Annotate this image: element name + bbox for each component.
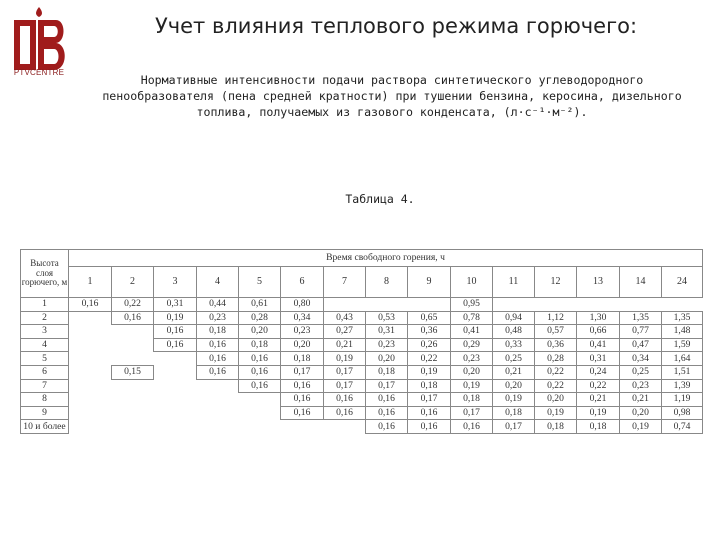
layer-height-cell: 5 bbox=[21, 352, 69, 366]
intensity-cell: 0,19 bbox=[535, 406, 577, 420]
hour-header: 7 bbox=[324, 267, 366, 298]
intensity-cell: 0,98 bbox=[662, 406, 703, 420]
intensity-cell: 0,19 bbox=[577, 406, 620, 420]
intensity-cell: 0,24 bbox=[577, 365, 620, 379]
table-row bbox=[21, 352, 703, 366]
intensity-cell: 0,18 bbox=[197, 325, 239, 339]
table-caption: Таблица 4. bbox=[345, 192, 415, 206]
intensity-cell bbox=[154, 365, 197, 379]
hour-header: 14 bbox=[620, 267, 662, 298]
table-body bbox=[21, 298, 703, 434]
intensity-cell: 0,19 bbox=[451, 379, 493, 393]
intensity-cell: 0,16 bbox=[154, 338, 197, 352]
intensity-cell bbox=[197, 393, 239, 407]
intensity-cell: 0,95 bbox=[451, 298, 493, 312]
intensity-cell: 0,77 bbox=[620, 325, 662, 339]
intensity-cell: 0,57 bbox=[535, 325, 577, 339]
intensity-cell: 1,12 bbox=[535, 311, 577, 325]
hour-header: 11 bbox=[493, 267, 535, 298]
intensity-cell: 0,16 bbox=[324, 393, 366, 407]
intensity-cell: 0,17 bbox=[408, 393, 451, 407]
table-row bbox=[21, 298, 703, 312]
intensity-cell: 1,19 bbox=[662, 393, 703, 407]
intensity-cell: 0,31 bbox=[366, 325, 408, 339]
hour-header: 6 bbox=[281, 267, 324, 298]
intensity-cell: 0,16 bbox=[154, 325, 197, 339]
intensity-cell bbox=[620, 298, 662, 312]
intensity-cell: 1,48 bbox=[662, 325, 703, 339]
intensity-cell: 1,59 bbox=[662, 338, 703, 352]
layer-height-cell: 4 bbox=[21, 338, 69, 352]
intensity-cell bbox=[324, 420, 366, 434]
intensity-cell bbox=[112, 379, 154, 393]
intensity-cell: 0,74 bbox=[662, 420, 703, 434]
intensity-cell: 0,16 bbox=[197, 352, 239, 366]
intensity-cell: 0,16 bbox=[239, 379, 281, 393]
header-layer-height: Высота слоя горючего, м bbox=[21, 250, 69, 298]
intensity-cell: 0,16 bbox=[112, 311, 154, 325]
intensity-cell: 0,20 bbox=[281, 338, 324, 352]
intensity-cell: 0,31 bbox=[577, 352, 620, 366]
header-burn-time: Время свободного горения, ч bbox=[69, 250, 703, 267]
intensity-cell: 0,66 bbox=[577, 325, 620, 339]
intensity-cell: 0,17 bbox=[493, 420, 535, 434]
intensity-cell: 0,61 bbox=[239, 298, 281, 312]
intensity-cell bbox=[69, 379, 112, 393]
intensity-cell: 0,17 bbox=[281, 365, 324, 379]
intensity-cell bbox=[239, 393, 281, 407]
intensity-cell: 0,16 bbox=[451, 420, 493, 434]
intensity-cell bbox=[69, 338, 112, 352]
intensity-cell: 0,44 bbox=[197, 298, 239, 312]
intensity-cell: 0,29 bbox=[451, 338, 493, 352]
intensity-cell: 0,23 bbox=[451, 352, 493, 366]
intensity-cell: 0,17 bbox=[324, 365, 366, 379]
intensity-cell: 0,28 bbox=[239, 311, 281, 325]
intensity-cell: 0,20 bbox=[620, 406, 662, 420]
intensity-cell bbox=[366, 298, 408, 312]
layer-height-cell: 1 bbox=[21, 298, 69, 312]
table-row bbox=[21, 338, 703, 352]
hour-header: 5 bbox=[239, 267, 281, 298]
intensity-cell bbox=[69, 365, 112, 379]
hour-header: 10 bbox=[451, 267, 493, 298]
intensity-cell bbox=[197, 406, 239, 420]
intensity-cell bbox=[112, 420, 154, 434]
intensity-cell: 0,47 bbox=[620, 338, 662, 352]
intensity-cell bbox=[154, 379, 197, 393]
intensity-cell: 0,16 bbox=[366, 406, 408, 420]
intensity-cell: 0,27 bbox=[324, 325, 366, 339]
intensity-cell: 0,19 bbox=[493, 393, 535, 407]
intensity-cell bbox=[662, 298, 703, 312]
intensity-cell: 0,16 bbox=[281, 406, 324, 420]
intensity-cell bbox=[239, 406, 281, 420]
intensity-cell: 0,53 bbox=[366, 311, 408, 325]
intensity-cell: 0,19 bbox=[408, 365, 451, 379]
intensity-cell: 0,34 bbox=[620, 352, 662, 366]
intensity-cell: 0,31 bbox=[154, 298, 197, 312]
layer-height-cell: 8 bbox=[21, 393, 69, 407]
intensity-cell: 0,28 bbox=[535, 352, 577, 366]
intensity-cell: 0,16 bbox=[281, 393, 324, 407]
intensity-cell: 0,41 bbox=[577, 338, 620, 352]
intensity-cell: 0,23 bbox=[281, 325, 324, 339]
intensity-cell: 1,64 bbox=[662, 352, 703, 366]
intensity-cell: 0,80 bbox=[281, 298, 324, 312]
intensity-cell: 0,20 bbox=[535, 393, 577, 407]
intensity-cell: 0,78 bbox=[451, 311, 493, 325]
intensity-cell bbox=[408, 298, 451, 312]
intensity-cell bbox=[577, 298, 620, 312]
intensity-cell bbox=[112, 338, 154, 352]
layer-height-cell: 6 bbox=[21, 365, 69, 379]
intensity-cell: 0,18 bbox=[281, 352, 324, 366]
table-row bbox=[21, 325, 703, 339]
intensity-cell bbox=[154, 420, 197, 434]
page-title: Учет влияния теплового режима горючего: bbox=[154, 14, 638, 38]
intensity-cell: 0,15 bbox=[112, 365, 154, 379]
intensity-cell: 0,22 bbox=[577, 379, 620, 393]
intensity-cell bbox=[112, 393, 154, 407]
intensity-cell bbox=[69, 311, 112, 325]
intensity-cell bbox=[154, 406, 197, 420]
table-row bbox=[21, 393, 703, 407]
intensity-cell: 0,41 bbox=[451, 325, 493, 339]
intensity-cell: 0,16 bbox=[197, 365, 239, 379]
hour-header: 12 bbox=[535, 267, 577, 298]
layer-height-cell: 10 и более bbox=[21, 420, 69, 434]
intensity-cell: 0,94 bbox=[493, 311, 535, 325]
intensity-cell: 0,23 bbox=[197, 311, 239, 325]
table-row bbox=[21, 311, 703, 325]
intensity-cell: 0,43 bbox=[324, 311, 366, 325]
intensity-cell: 0,20 bbox=[366, 352, 408, 366]
intensity-cell: 0,65 bbox=[408, 311, 451, 325]
intensity-cell: 0,19 bbox=[620, 420, 662, 434]
intensity-cell: 0,17 bbox=[366, 379, 408, 393]
intensity-cell: 0,25 bbox=[493, 352, 535, 366]
intensity-cell: 0,18 bbox=[366, 365, 408, 379]
intensity-cell: 0,16 bbox=[366, 420, 408, 434]
intensity-cell: 0,16 bbox=[239, 365, 281, 379]
intensity-cell: 0,18 bbox=[535, 420, 577, 434]
intensity-cell: 0,21 bbox=[620, 393, 662, 407]
layer-height-cell: 9 bbox=[21, 406, 69, 420]
intensity-cell: 0,19 bbox=[154, 311, 197, 325]
intensity-cell bbox=[154, 393, 197, 407]
intensity-cell bbox=[69, 325, 112, 339]
intensity-cell bbox=[69, 352, 112, 366]
intensity-cell bbox=[112, 352, 154, 366]
intensity-cell bbox=[281, 420, 324, 434]
intensity-cell: 0,16 bbox=[408, 420, 451, 434]
hour-header: 1 bbox=[69, 267, 112, 298]
intensity-cell bbox=[112, 325, 154, 339]
logo-text: PTVCENTRE bbox=[13, 68, 65, 77]
intensity-cell: 0,18 bbox=[239, 338, 281, 352]
intensity-cell: 0,22 bbox=[112, 298, 154, 312]
intensity-cell: 0,16 bbox=[324, 406, 366, 420]
intensity-cell: 0,16 bbox=[69, 298, 112, 312]
intensity-cell: 1,51 bbox=[662, 365, 703, 379]
table-row bbox=[21, 365, 703, 379]
intensity-cell: 0,17 bbox=[324, 379, 366, 393]
intensity-cell: 0,16 bbox=[197, 338, 239, 352]
intensity-cell: 0,22 bbox=[535, 365, 577, 379]
intensity-cell: 0,16 bbox=[239, 352, 281, 366]
intensity-cell: 0,18 bbox=[451, 393, 493, 407]
intensity-cell: 0,26 bbox=[408, 338, 451, 352]
intensity-cell bbox=[112, 406, 154, 420]
intensity-cell: 0,48 bbox=[493, 325, 535, 339]
layer-height-cell: 2 bbox=[21, 311, 69, 325]
hour-header: 8 bbox=[366, 267, 408, 298]
intensity-cell: 0,17 bbox=[451, 406, 493, 420]
intensity-cell: 0,36 bbox=[408, 325, 451, 339]
hour-header: 24 bbox=[662, 267, 703, 298]
intensity-cell: 1,35 bbox=[620, 311, 662, 325]
layer-height-cell: 3 bbox=[21, 325, 69, 339]
intensity-cell: 0,34 bbox=[281, 311, 324, 325]
intensity-cell bbox=[493, 298, 535, 312]
intensity-cell bbox=[324, 298, 366, 312]
intensity-cell: 0,18 bbox=[577, 420, 620, 434]
intensity-cell: 0,23 bbox=[620, 379, 662, 393]
intensity-cell: 0,20 bbox=[239, 325, 281, 339]
table-row bbox=[21, 420, 703, 434]
intensity-cell: 0,21 bbox=[493, 365, 535, 379]
description-text: Нормативные интенсивности подачи раствора синтетического углеводородного пенообразователя (пена средней кратности) при тушении бензина, керосина, дизельного топлива, получаемых из газового конденсата, (л·с⁻¹·м⁻²). bbox=[102, 73, 682, 119]
table-row bbox=[21, 379, 703, 393]
intensity-table bbox=[20, 249, 703, 434]
hour-header: 4 bbox=[197, 267, 239, 298]
intensity-cell bbox=[535, 298, 577, 312]
layer-height-cell: 7 bbox=[21, 379, 69, 393]
intensity-cell: 0,16 bbox=[281, 379, 324, 393]
hour-header: 13 bbox=[577, 267, 620, 298]
intensity-cell bbox=[197, 420, 239, 434]
intensity-cell bbox=[197, 379, 239, 393]
intensity-cell bbox=[154, 352, 197, 366]
intensity-cell bbox=[239, 420, 281, 434]
intensity-cell: 0,18 bbox=[408, 379, 451, 393]
intensity-cell: 1,35 bbox=[662, 311, 703, 325]
hour-header: 2 bbox=[112, 267, 154, 298]
intensity-cell: 0,25 bbox=[620, 365, 662, 379]
intensity-cell: 1,30 bbox=[577, 311, 620, 325]
intensity-cell: 0,22 bbox=[535, 379, 577, 393]
intensity-cell: 0,36 bbox=[535, 338, 577, 352]
intensity-cell: 0,21 bbox=[577, 393, 620, 407]
intensity-cell: 0,16 bbox=[366, 393, 408, 407]
hour-header: 3 bbox=[154, 267, 197, 298]
hours-header-row bbox=[21, 267, 703, 298]
intensity-cell: 0,19 bbox=[324, 352, 366, 366]
intensity-cell: 0,18 bbox=[493, 406, 535, 420]
intensity-cell: 0,20 bbox=[493, 379, 535, 393]
intensity-cell bbox=[69, 406, 112, 420]
hour-header: 9 bbox=[408, 267, 451, 298]
intensity-cell: 0,22 bbox=[408, 352, 451, 366]
intensity-cell: 0,23 bbox=[366, 338, 408, 352]
intensity-cell: 0,20 bbox=[451, 365, 493, 379]
intensity-cell: 0,16 bbox=[408, 406, 451, 420]
intensity-cell: 0,33 bbox=[493, 338, 535, 352]
intensity-cell bbox=[69, 420, 112, 434]
intensity-cell: 1,39 bbox=[662, 379, 703, 393]
intensity-cell: 0,21 bbox=[324, 338, 366, 352]
intensity-cell bbox=[69, 393, 112, 407]
table-row bbox=[21, 406, 703, 420]
